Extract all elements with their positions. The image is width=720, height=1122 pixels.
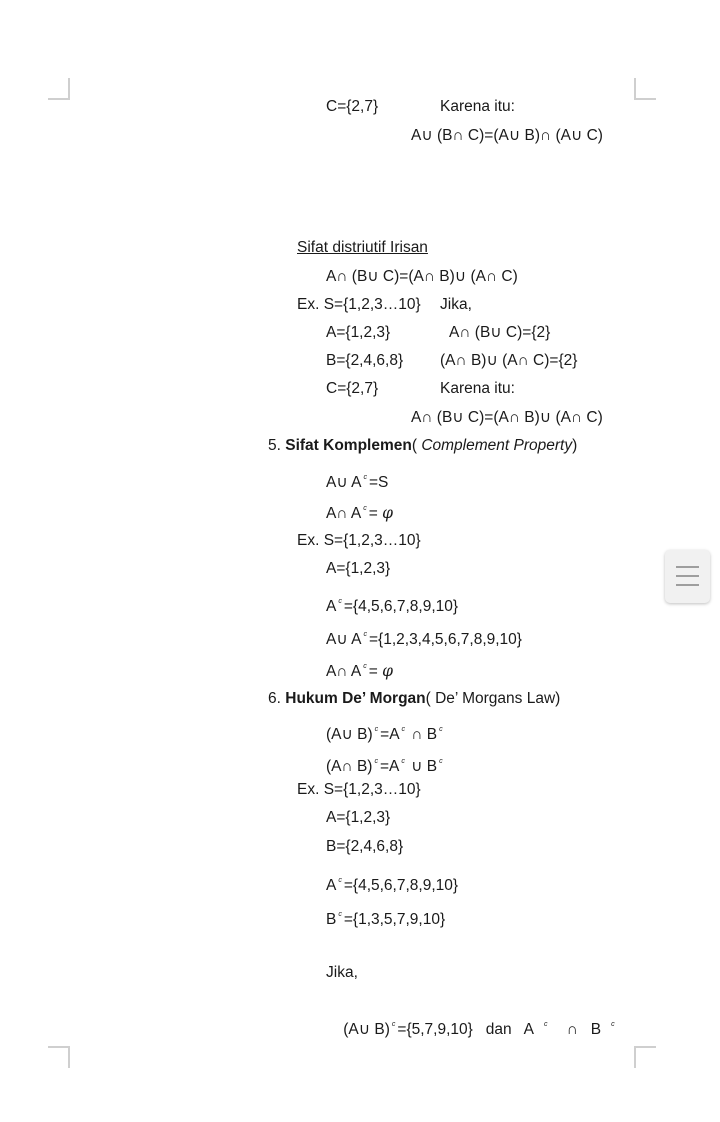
distributive-intersection-conclusion: A∩ (B∪ C)=(A∩ B)∪ (A∩ C) xyxy=(411,409,603,426)
karena-itu-label: Karena itu: xyxy=(440,98,515,115)
formula-part: (A∩ B) xyxy=(326,758,373,775)
complement-formula-union xyxy=(326,468,388,493)
complement-superscript: c xyxy=(391,1021,396,1028)
formula-part: = xyxy=(368,663,383,680)
b-set: B={2,4,6,8} xyxy=(326,838,404,855)
formula-part: ={1,2,3,4,5,6,7,8,9,10} xyxy=(368,631,522,648)
section-heading-distributive-intersection: Sifat distriutif Irisan xyxy=(297,239,428,256)
demorgan-example-result xyxy=(326,995,617,1060)
formula-part: ={4,5,6,7,8,9,10} xyxy=(343,877,459,894)
formula-part: ={5,7,9,10} dan A xyxy=(397,1021,534,1038)
complement-superscript: c xyxy=(439,726,443,733)
complement-superscript: c xyxy=(338,877,342,884)
a-set: A={1,2,3} xyxy=(326,809,391,826)
empty-set-symbol: φ xyxy=(382,662,393,680)
scroll-handle[interactable] xyxy=(665,550,710,603)
distributive-intersection-formula: A∩ (B∪ C)=(A∩ B)∪ (A∩ C) xyxy=(326,268,518,285)
a-set: A={1,2,3} xyxy=(326,324,391,341)
complement-superscript: c xyxy=(363,631,367,638)
a-intersect-a-complement xyxy=(326,657,393,682)
page-corner-mark-bottom-right xyxy=(634,1046,656,1068)
formula-part: ={1,3,5,7,9,10} xyxy=(343,911,446,928)
complement-superscript: c xyxy=(401,726,406,733)
demorgan-subtitle: ( De’ Morgans Law) xyxy=(425,690,561,707)
b-set: B={2,4,6,8} xyxy=(326,352,404,369)
paren-close: ) xyxy=(572,437,578,454)
complement-superscript: c xyxy=(401,758,405,765)
demorgan-title: Hukum De’ Morgan xyxy=(285,690,426,707)
formula-part: B xyxy=(326,911,337,928)
formula-part: = xyxy=(368,505,383,522)
list-number: 6. xyxy=(268,690,281,707)
complement-title-english: Complement Property xyxy=(421,437,573,454)
complement-title: Sifat Komplemen xyxy=(285,437,412,454)
complement-superscript: c xyxy=(338,598,342,605)
complement-formula-intersection xyxy=(326,499,393,524)
empty-set-symbol: φ xyxy=(382,504,393,522)
page-corner-mark-top-right xyxy=(634,78,656,100)
formula-part: =A xyxy=(380,726,400,743)
jika-label: Jika, xyxy=(326,964,358,981)
formula-part: =S xyxy=(368,474,389,491)
formula-part: A∩ A xyxy=(326,505,362,522)
formula-part: A∪ A xyxy=(326,631,362,648)
formula-part: A∪ A xyxy=(326,474,362,491)
paren-open: ( xyxy=(411,437,422,454)
a-set: A={1,2,3} xyxy=(326,560,391,577)
a-union-a-complement xyxy=(326,625,522,650)
example-universal-set: Ex. S={1,2,3…10} xyxy=(297,781,421,798)
complement-superscript: c xyxy=(374,726,379,733)
page-corner-mark-bottom-left xyxy=(48,1046,70,1068)
complement-superscript: c xyxy=(363,505,367,512)
formula-part: =A xyxy=(379,758,400,775)
formula-part: A xyxy=(326,877,337,894)
karena-itu-label: Karena itu: xyxy=(440,380,515,397)
a-complement-set xyxy=(326,871,458,896)
distributive-union-conclusion: A∪ (B∩ C)=(A∪ B)∩ (A∪ C) xyxy=(411,127,603,144)
formula-part: ∩ B xyxy=(549,1021,602,1038)
a-complement-set xyxy=(326,592,458,617)
b-complement-set xyxy=(326,905,445,930)
example-universal-set: Ex. S={1,2,3…10} xyxy=(297,296,421,313)
complement-superscript: c xyxy=(363,663,367,670)
formula-part: ∪ B xyxy=(406,758,438,775)
rhs-result: (A∩ B)∪ (A∩ C)={2} xyxy=(440,352,578,369)
formula-part: A∩ A xyxy=(326,663,362,680)
formula-part: A xyxy=(326,598,337,615)
complement-superscript: c xyxy=(544,1021,548,1028)
section-heading-complement xyxy=(268,436,577,456)
demorgan-formula-union xyxy=(326,720,445,745)
section-heading-demorgan xyxy=(268,689,560,709)
list-number: 5. xyxy=(268,437,281,454)
page-corner-mark-top-left xyxy=(48,78,70,100)
complement-superscript: c xyxy=(374,758,378,765)
formula-part: (A∪ B) xyxy=(326,726,373,743)
complement-superscript: c xyxy=(363,474,367,481)
c-set: C={2,7} xyxy=(326,98,379,115)
c-set: C={2,7} xyxy=(326,380,379,397)
formula-part: (A∪ B) xyxy=(343,1021,390,1038)
jika-label: Jika, xyxy=(440,296,472,313)
lhs-result: A∩ (B∪ C)={2} xyxy=(449,324,551,341)
formula-part: ∩ B xyxy=(407,726,438,743)
complement-superscript: c xyxy=(338,911,342,918)
complement-superscript: c xyxy=(611,1021,615,1028)
demorgan-formula-intersection xyxy=(326,752,445,777)
formula-part: ={4,5,6,7,8,9,10} xyxy=(343,598,459,615)
example-universal-set: Ex. S={1,2,3…10} xyxy=(297,532,421,549)
complement-superscript: c xyxy=(439,758,443,765)
